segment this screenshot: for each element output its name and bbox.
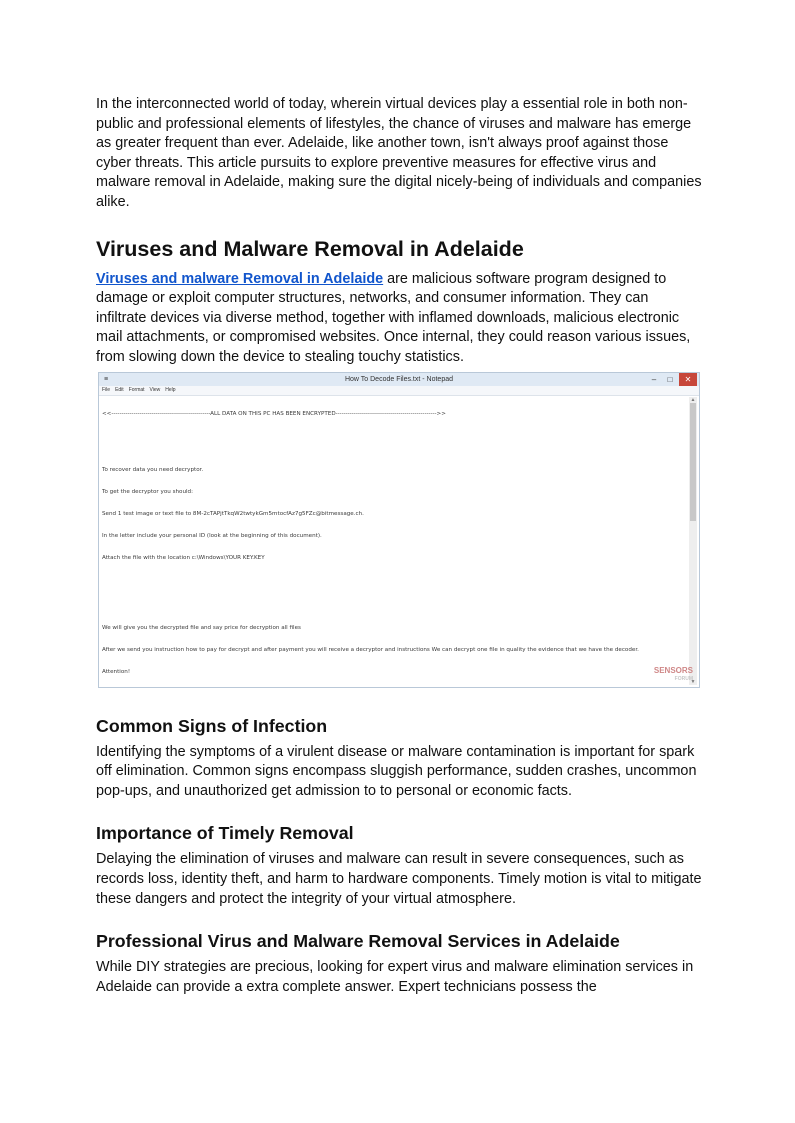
notepad-titlebar [99,373,699,386]
intro-paragraph: In the interconnected world of today, wherein virtual devices play a essential role in both non-public and professional elements of lifestyles, the chance of viruses and malware has emerge as greater frequent than ever. Adelaide, like another town, isn't always proof against those cyber threats. This article pursuits to explore preventive measures for effective virus and malware removal in Adelaide, making sure the digital nicely-being of individuals and companies alike. [96,96,702,210]
notepad-app-icon: ≡ [104,375,109,383]
ransom-line: In the letter include your personal ID (look at the beginning of this document). [102,532,322,539]
section-heading-common-signs: Common Signs of Infection [96,715,328,736]
scroll-up-arrow-icon: ▲ [690,396,696,403]
menu-view: View [149,386,161,393]
menu-edit: Edit [115,386,124,393]
ransom-block-2 [102,611,687,685]
section-heading-viruses-malware-removal: Viruses and Malware Removal in Adelaide [96,236,524,261]
sensors-forum-watermark: SENSORS FORUM [653,665,693,682]
menu-help: Help [165,386,176,393]
scroll-down-arrow-icon: ▼ [690,678,696,685]
viruses-malware-removal-link[interactable]: Viruses and malware Removal in Adelaide [96,270,384,287]
section2-paragraph: Identifying the symptoms of a virulent disease or malware contamination is important for spark off elimination. Common signs encompass sluggish performance, sudden crashes, uncommon pop-ups, and unauthorized get admission to to personal or economic facts. [96,743,697,799]
document-content [96,95,702,997]
ransom-line: Send 1 test image or text file to 8M-2cTAPjtTkqW2twtykGm5mtocfAz7g5FZc@bitmessage.ch. [102,510,364,517]
ransom-line: After we send you instruction how to pay for decrypt and after payment you will receive a decryptor and instructions We can decrypt one file in quality the evidence that we have the decoder. [102,647,639,654]
notepad-text-area [102,397,687,685]
notepad-window-title: How To Decode Files.txt - Notepad [344,375,454,383]
minimize-icon: – [651,374,657,384]
section-heading-professional-services: Professional Virus and Malware Removal Services in Adelaide [96,931,620,952]
ransom-line: To recover data you need decryptor. [102,467,204,474]
section-heading-timely-removal: Importance of Timely Removal [96,823,354,844]
notepad-screenshot [98,372,700,688]
ransom-line: We will give you the decrypted file and say price for decryption all files [102,625,301,632]
maximize-icon: □ [667,374,673,384]
scrollbar-thumb [690,403,696,521]
menu-file: File [102,386,111,393]
section1-body: are malicious software program designed to damage or exploit computer structures, networks, and consumer information. They can infiltrate devices via diverse method, together with inflamed downloads, malicious electronic mail attachments, or compromised websites. Once internal, they could reason various issues, from slowing down the device to stealing touchy statistics. [96,270,691,365]
ransom-line: To get the decryptor you should: [102,489,193,496]
menu-format: Format [128,386,145,393]
notepad-scrollbar [689,397,697,685]
section1-paragraph [96,270,702,368]
ransom-line: Attach the file with the location c:\Windows\YOUR KEY.KEY [102,554,265,561]
close-icon: ✕ [679,373,697,386]
notepad-menubar [99,386,699,396]
ransom-block-1 [102,453,687,577]
section4-paragraph: While DIY strategies are precious, looking for expert virus and malware elimination services in Adelaide can provide a extra complete answer. Expert technicians possess the [96,959,694,995]
ransom-line: Attention! [102,669,131,676]
section3-paragraph: Delaying the elimination of viruses and malware can result in severe consequences, such as records loss, identity theft, and harm to hardware components. Timely motion is vital to mitigate these dangers and protect the integrity of your virtual atmosphere. [96,851,702,907]
ransom-header-line: <<-------------------------------------------------ALL DATA ON THIS PC HAS BEEN ENCRYPTED-------------------------------------------------->> [102,411,446,418]
